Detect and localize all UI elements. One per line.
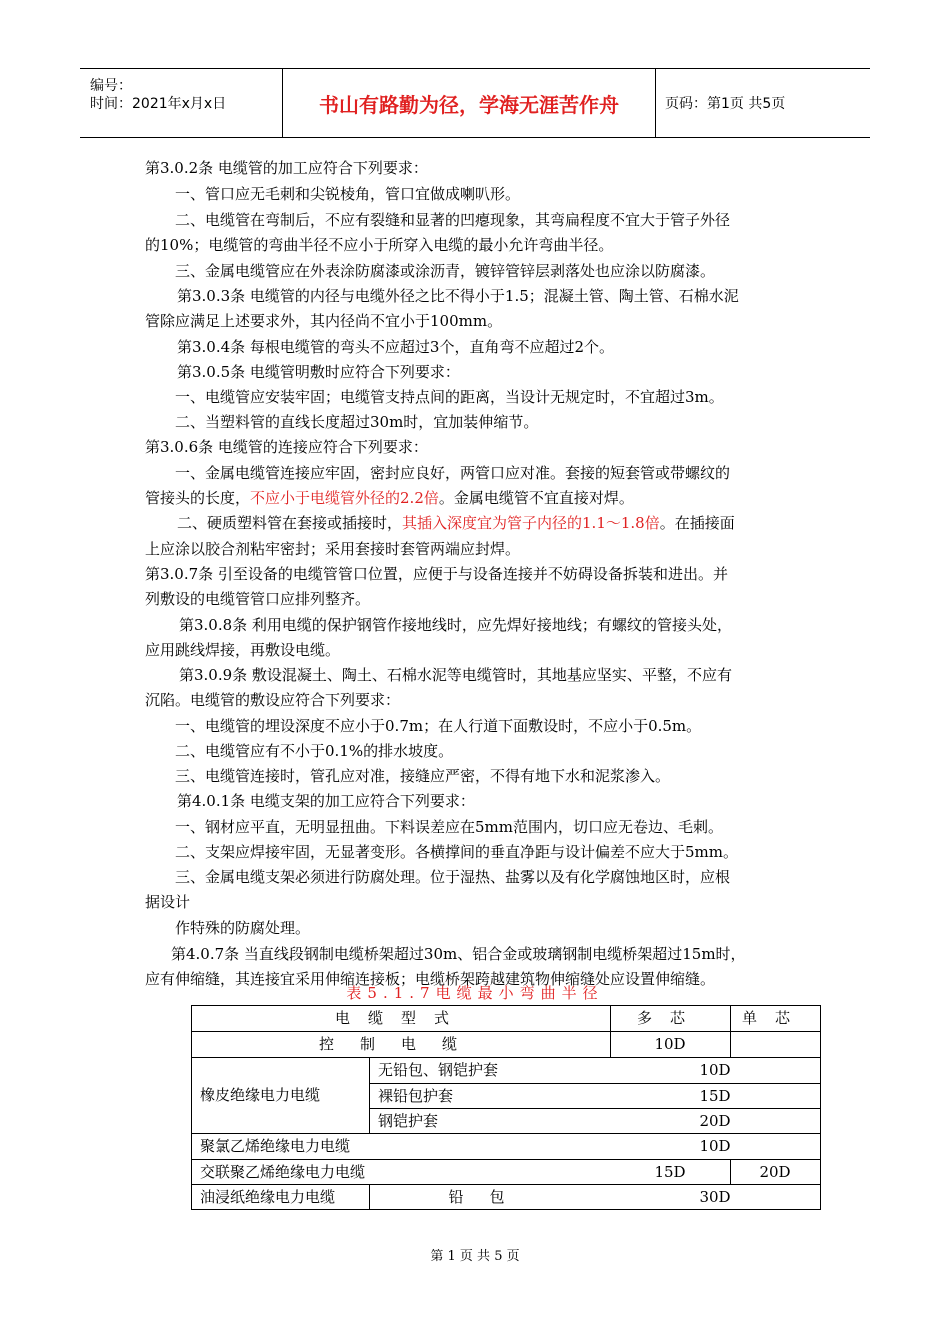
clause-3-0-2-item-2-cont: 的10%；电缆管的弯曲半径不应小于所穿入电缆的最小允许弯曲半径。 — [145, 236, 614, 254]
clause-4-0-1: 第4.0.1条 电缆支架的加工应符合下列要求： — [177, 792, 475, 810]
cell-value: 10D — [654, 1035, 686, 1053]
bend-radius-table — [191, 1005, 821, 1210]
row-oil-cable: 油浸纸绝缘电力电缆 — [200, 1188, 336, 1206]
clause-4-0-1-item-3-cont: 据设计 — [145, 893, 191, 911]
clause-3-0-4: 第3.0.4条 每根电缆管的弯头不应超过3个，直角弯不应超过2个。 — [177, 338, 615, 356]
clause-3-0-6: 第3.0.6条 电缆管的连接应符合下列要求： — [145, 438, 428, 456]
row-xlpe-cable: 交联聚乙烯绝缘电力电缆 — [200, 1163, 366, 1181]
cell-value: 10D — [699, 1137, 731, 1155]
table-rule — [192, 1057, 820, 1058]
cell-value: 15D — [654, 1163, 686, 1181]
clause-3-0-6-item-2 — [177, 513, 735, 533]
clause-4-0-7: 第4.0.7条 当直线段钢制电缆桥架超过30m、铝合金或玻璃钢制电缆桥架超过15m时， — [171, 945, 746, 963]
clause-3-0-2-item-2: 二、电缆管在弯制后，不应有裂缝和显著的凹瘪现象，其弯扁程度不宜大于管子外径 — [175, 211, 731, 229]
row-rubber-sub: 钢铠护套 — [378, 1112, 439, 1130]
clause-3-0-2-item-1: 一、管口应无毛刺和尖锐棱角，管口宜做成喇叭形。 — [175, 185, 521, 203]
row-rubber-sub: 无铅包、钢铠护套 — [378, 1061, 499, 1079]
col-header-single: 单芯 — [741, 1009, 808, 1027]
table-rule — [192, 1031, 820, 1032]
clause-3-0-9-cont: 沉陷。电缆管的敷设应符合下列要求： — [145, 691, 401, 709]
col-header-multi: 多芯 — [636, 1009, 703, 1027]
motto: 书山有路勤为径，学海无涯苦作舟 — [283, 69, 656, 137]
page-info: 页码：第1页 共5页 — [665, 96, 786, 112]
clause-3-0-7: 第3.0.7条 引至设备的电缆管管口位置，应便于与设备连接并不妨碍设备拆装和进出。并 — [145, 565, 728, 583]
clause-4-0-1-item-1: 一、钢材应平直，无明显扭曲。下料误差应在5mm范围内，切口应无卷边、毛刺。 — [175, 818, 723, 836]
cell-value: 30D — [699, 1188, 731, 1206]
row-oil-sub: 铅包 — [448, 1188, 531, 1206]
clause-3-0-6-item-2-cont: 上应涂以胶合剂粘牢密封；采用套接时套管两端应封焊。 — [145, 540, 521, 558]
table-rule — [369, 1108, 820, 1109]
clause-3-0-5: 第3.0.5条 电缆管明敷时应符合下列要求： — [177, 363, 460, 381]
page-footer: 第 1 页 共 5 页 — [430, 1249, 520, 1264]
text-run: 。金属电缆管不宜直接对焊。 — [438, 489, 634, 507]
cell-value: 15D — [699, 1087, 731, 1105]
clause-4-0-1-item-3-cont2: 作特殊的防腐处理。 — [175, 919, 311, 937]
row-rubber-cable: 橡皮绝缘电力电缆 — [200, 1086, 321, 1104]
clause-3-0-9-item-1: 一、电缆管的埋设深度不应小于0.7m；在人行道下面敷设时，不应小于0.5m。 — [175, 717, 702, 735]
col-header-type: 电缆型式 — [334, 1009, 467, 1027]
row-control-cable: 控制电缆 — [318, 1035, 483, 1053]
clause-3-0-9-item-2: 二、电缆管应有不小于0.1%的排水坡度。 — [175, 742, 454, 760]
clause-3-0-8: 第3.0.8条 利用电缆的保护钢管作接地线时，应先焊好接地线；有螺纹的管接头处， — [179, 616, 732, 634]
clause-3-0-2-item-3: 三、金属电缆管应在外表涂防腐漆或涂沥青，镀锌管锌层剥落处也应涂以防腐漆。 — [175, 262, 716, 280]
clause-3-0-9: 第3.0.9条 敷设混凝土、陶土、石棉水泥等电缆管时，其地基应坚实、平整，不应有 — [179, 666, 732, 684]
clause-3-0-6-item-1: 一、金属电缆管连接应牢固，密封应良好，两管口应对准。套接的短套管或带螺纹的 — [175, 464, 731, 482]
text-run: 。在插接面 — [659, 514, 735, 532]
cell-value: 20D — [699, 1112, 731, 1130]
clause-3-0-5-item-2: 二、当塑料管的直线长度超过30m时，宜加装伸缩节。 — [175, 413, 539, 431]
clause-3-0-5-item-1: 一、电缆管应安装牢固；电缆管支持点间的距离，当设计无规定时，不宜超过3m。 — [175, 388, 724, 406]
cell-value: 20D — [759, 1163, 791, 1181]
cell-value: 10D — [699, 1061, 731, 1079]
table-caption: 表5.1.7电缆最小弯曲半径 — [346, 984, 604, 1002]
clause-3-0-9-item-3: 三、电缆管连接时，管孔应对准，接缝应严密，不得有地下水和泥浆渗入。 — [175, 767, 671, 785]
clause-4-0-1-item-2: 二、支架应焊接牢固，无显著变形。各横撑间的垂直净距与设计偏差不应大于5mm。 — [175, 843, 738, 861]
highlight-text: 其插入深度宜为管子内径的1.1～1.8倍 — [402, 514, 660, 532]
serial-label: 编号： — [90, 78, 132, 94]
table-rule — [192, 1184, 820, 1185]
page-header — [80, 68, 870, 138]
clause-3-0-7-cont: 列敷设的电缆管管口应排列整齐。 — [145, 590, 371, 608]
table-rule — [369, 1057, 370, 1133]
highlight-text: 不应小于电缆管外径的2.2倍 — [250, 489, 439, 507]
table-rule — [192, 1133, 820, 1134]
clause-3-0-8-cont: 应用跳线焊接，再敷设电缆。 — [145, 641, 341, 659]
table-rule — [192, 1159, 820, 1160]
text-run: 管接头的长度， — [145, 489, 251, 507]
table-rule — [369, 1083, 820, 1084]
time-label: 时间：2021年x月x日 — [90, 96, 227, 112]
header-left-cell — [80, 69, 283, 137]
clause-4-0-7-cont: 应有伸缩缝，其连接宜采用伸缩连接板；电缆桥架跨越建筑物伸缩缝处应设置伸缩缝。 — [145, 970, 716, 988]
clause-3-0-3-cont: 管除应满足上述要求外，其内径尚不宜小于100mm。 — [145, 312, 503, 330]
clause-3-0-6-item-1-cont — [145, 488, 634, 508]
row-rubber-sub: 裸铅包护套 — [378, 1087, 454, 1105]
text-run: 二、硬质塑料管在套接或插接时， — [177, 514, 403, 532]
row-pvc-cable: 聚氯乙烯绝缘电力电缆 — [200, 1137, 351, 1155]
clause-3-0-2: 第3.0.2条 电缆管的加工应符合下列要求： — [145, 159, 428, 177]
clause-4-0-1-item-3: 三、金属电缆支架必须进行防腐处理。位于湿热、盐雾以及有化学腐蚀地区时，应根 — [175, 868, 731, 886]
clause-3-0-3: 第3.0.3条 电缆管的内径与电缆外径之比不得小于1.5；混凝土管、陶土管、石棉水泥 — [177, 287, 739, 305]
